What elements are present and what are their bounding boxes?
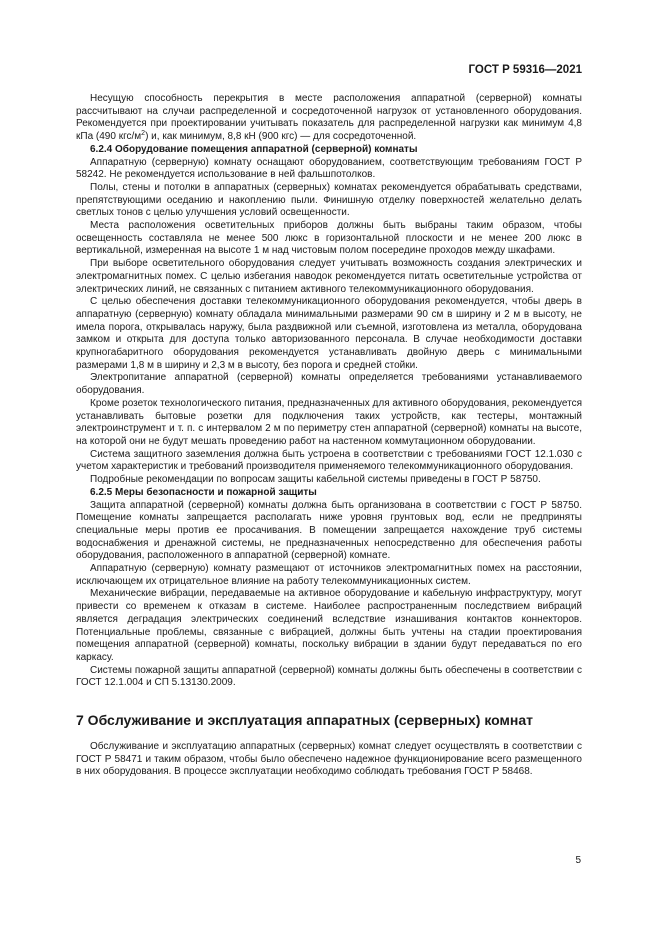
paragraph: Обслуживание и эксплуатацию аппаратных (серверных) комнат следует осуществлять в соответствии с ГОСТ Р 58471 и таким образом, чтобы было обеспечено надежное функционирование всего размещенного в них оборудования. В процессе эксплуатации необходимо соблюдать требования ГОСТ Р 58468. [76, 741, 582, 778]
paragraph-text: ) и, как минимум, 8,8 кН (900 кгс) — для сосредоточенной. [145, 131, 417, 143]
paragraph: Кроме розеток технологического питания, предназначенных для активного оборудования, рекомендуется устанавливать бытовые розетки для подключения таких устройств, как тестеры, монтажный электроинструмент и т. п. с интервалом 2 м по периметру стен аппаратной (серверной) комнаты на высоте, на которой они не будут мешать проведению работ на настенном коммутационном оборудовании. [76, 397, 582, 447]
superscript: 2 [141, 130, 146, 138]
paragraph: Аппаратную (серверную) комнату размещают от источников электромагнитных помех на расстоянии, исключающем их отрицательное влияние на работу телекоммуникационных систем. [76, 563, 582, 587]
paragraph: При выборе осветительного оборудования следует учитывать возможность создания электрических и электромагнитных помех. С целью избегания наводок рекомендуется питать осветительные устройства от электрических линий, не связанных с питанием активного телекоммуникационного оборудования. [76, 258, 582, 295]
paragraph: Система защитного заземления должна быть устроена в соответствии с требованиями ГОСТ 12.1.030 с учетом характеристик и требований производителя применяемого телекоммуникационного оборудования. [76, 448, 582, 473]
document-number: ГОСТ Р 59316—2021 [468, 64, 582, 76]
paragraph-floor-load [76, 93, 582, 144]
paragraph: Системы пожарной защиты аппаратной (серверной) комнаты должны быть обеспечены в соответствии с ГОСТ 12.1.004 и СП 5.13130.2009. [76, 664, 582, 689]
page-number: 5 [575, 855, 581, 866]
paragraph: Места расположения осветительных приборов должны быть выбраны таким образом, чтобы освещенность составляла не менее 500 люкс в горизонтальной плоскости и не менее 200 люкс в вертикальной, измеренная на высоте 1 м над чистовым полом посередине проходов между шкафами. [76, 220, 582, 257]
paragraph-text: Несущую способность перекрытия в месте расположения аппаратной (серверной) комнаты рассчитывают на случаи распределенной и сосредоточенной нагрузок от установленного оборудования. Рекомендуется при проектировании учитывать показатель для распределенной нагрузки как минимум 4,8 кПа (490 кгс/м [76, 93, 582, 143]
document-body [76, 93, 582, 779]
paragraph: С целью обеспечения доставки телекоммуникационного оборудования рекомендуется, чтобы дверь в аппаратную (серверную) комнату обладала минимальными размерами 90 см в ширину и 2 м в высоту, не имела порога, открывалась наружу, была раздвижной или съемной, изготовлена из металла, оборудована замком и открыта для доступа только авторизованного персонала. В случае необходимости доставки крупногабаритного оборудования рекомендуется устанавливать двойную дверь с минимальными размерами 1,8 м в ширину и 2,3 м в высоту, без порога и средней стойки. [76, 296, 582, 371]
section-heading-7: 7 Обслуживание и эксплуатация аппаратных (серверных) комнат [76, 712, 533, 729]
subsection-heading-6-2-5: 6.2.5 Меры безопасности и пожарной защиты [90, 486, 317, 498]
subsection-heading-6-2-4: 6.2.4 Оборудование помещения аппаратной (серверной) комнаты [90, 143, 418, 155]
paragraph: Механические вибрации, передаваемые на активное оборудование и кабельную инфраструктуру, могут привести со временем к отказам в системе. Наиболее распространенным последствием вибраций является деградация электрических соединений вследствие изнашивания контактов коннекторов. Потенциальные проблемы, связанные с вибрацией, должны быть учтены на стадии проектирования помещения аппаратной (серверной) комнаты, поскольку вибрации в здании будут передаваться по его каркасу. [76, 588, 582, 663]
paragraph: Защита аппаратной (серверной) комнаты должна быть организована в соответствии с ГОСТ Р 58750. Помещение комнаты запрещается располагать ниже уровня грунтовых вод, если не предприняты специальные меры против ее просачивания. В помещении запрещается нахождение труб системы водоснабжения и дренажной системы, не предназначенных непосредственно для обеспечения работы оборудования, расположенного в аппаратной (серверной) комнате. [76, 499, 582, 562]
paragraph: Полы, стены и потолки в аппаратных (серверных) комнатах рекомендуется обрабатывать средствами, препятствующими оседанию и накоплению пыли. Финишную отделку поверхностей желательно делать светлых тонов с целью улучшения условий освещенности. [76, 181, 582, 219]
paragraph: Электропитание аппаратной (серверной) комнаты определяется требованиями устанавливаемого оборудования. [76, 372, 582, 397]
paragraph: Аппаратную (серверную) комнату оснащают оборудованием, соответствующим требованиям ГОСТ Р 58242. Не рекомендуется использование в ней фальшпотолков. [76, 156, 582, 181]
paragraph: Подробные рекомендации по вопросам защиты кабельной системы приведены в ГОСТ Р 58750. [90, 474, 541, 486]
